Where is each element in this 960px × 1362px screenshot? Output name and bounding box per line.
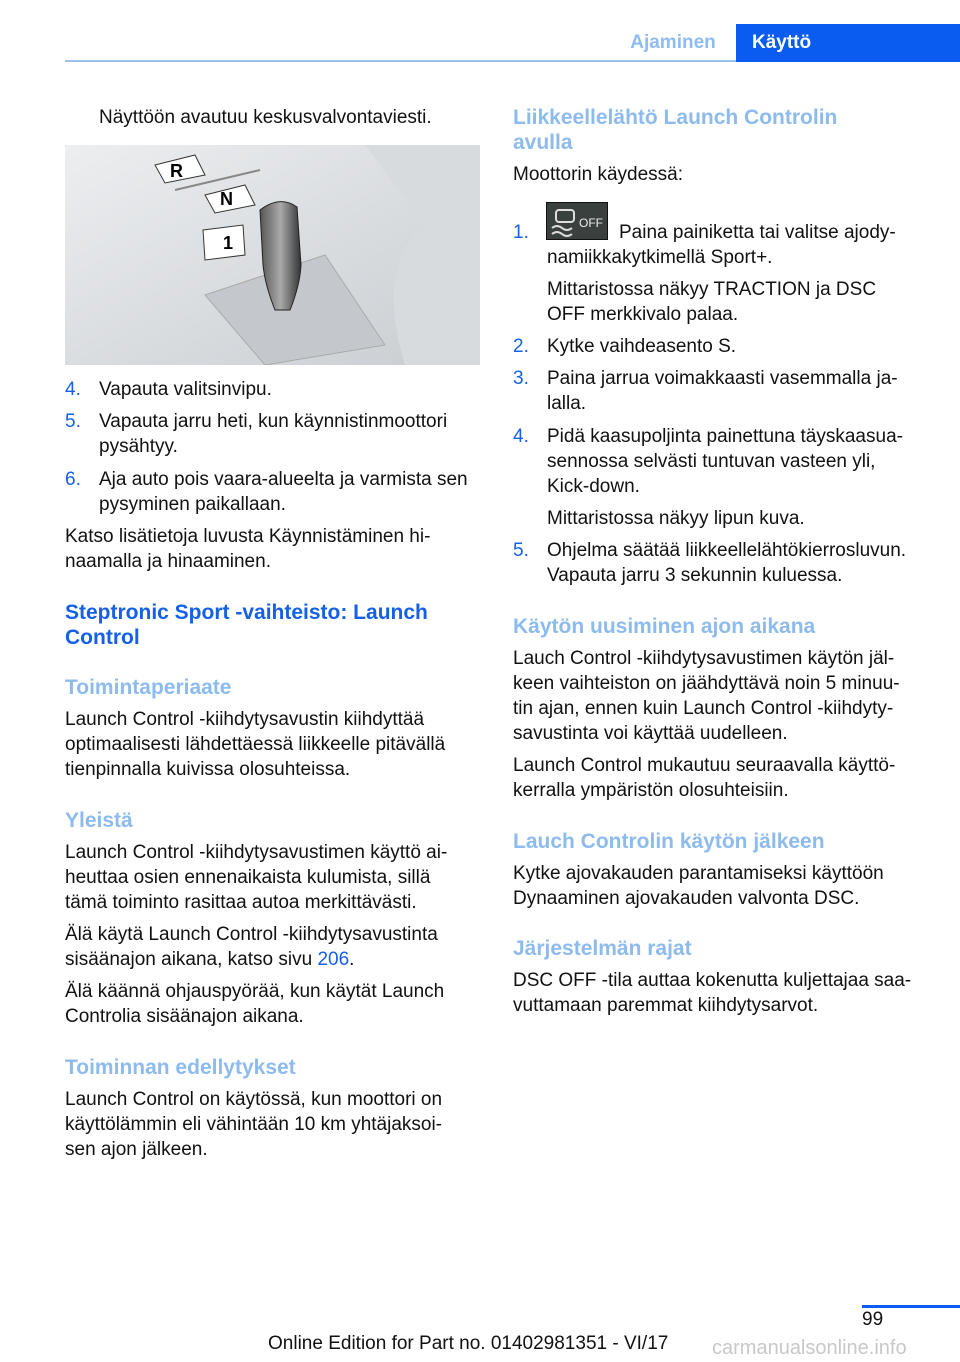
paragraph-line: Controlia sisäänajon aikana. xyxy=(65,1006,304,1027)
label-n: N xyxy=(220,189,233,209)
paragraph-line: keen vaihteiston on jäähdyttävä noin 5 minuu- xyxy=(513,673,900,694)
paragraph-line: heuttaa osien ennenaikaista kulumista, sillä xyxy=(65,867,431,888)
section-heading: Käytön uusiminen ajon aikana xyxy=(513,615,816,638)
text: . xyxy=(349,949,355,970)
list-number: 5. xyxy=(65,411,81,432)
list-item-line: Vapauta jarru heti, kun käynnistinmoottori xyxy=(99,411,448,432)
list-item-line: Ohjelma säätää liikkeellelähtökierrosluvun. xyxy=(547,540,907,561)
watermark: carmanualsonline.info xyxy=(712,1337,907,1359)
gear-selector-illustration xyxy=(65,145,480,365)
list-number: 2. xyxy=(513,336,529,357)
text: sisäänajon aikana, katso sivu xyxy=(65,949,318,970)
list-item-line: namiikkakytkimellä Sport+. xyxy=(547,247,773,268)
section-heading: Järjestelmän rajat xyxy=(513,937,692,960)
section-heading: Toiminnan edellytykset xyxy=(65,1056,296,1079)
list-item-line: Vapauta valitsinvipu. xyxy=(99,379,272,400)
edition-text: Online Edition for Part no. 01402981351 - VI/17 xyxy=(268,1333,669,1354)
paragraph-line: Näyttöön avautuu keskusvalvontaviesti. xyxy=(99,107,432,128)
paragraph-line: käyttölämmin eli vähintään 10 km yhtäjaksoi- xyxy=(65,1114,443,1135)
list-number: 6. xyxy=(65,469,81,490)
list-item-line: Kick-down. xyxy=(547,476,640,497)
paragraph-line: Mittaristossa näkyy lipun kuva. xyxy=(547,508,805,529)
page-link[interactable]: 206 xyxy=(317,949,350,970)
paragraph-line: DSC OFF -tila auttaa kokenutta kuljettajaa saa- xyxy=(513,970,912,991)
paragraph-line: Moottorin käydessä: xyxy=(513,164,684,185)
tab-ajaminen[interactable]: Ajaminen xyxy=(630,32,716,53)
paragraph-line xyxy=(65,947,354,972)
paragraph-line: Launch Control on käytössä, kun moottori on xyxy=(65,1089,443,1110)
list-item-line: Vapauta jarru 3 sekunnin kuluessa. xyxy=(547,565,843,586)
paragraph-line: tin ajan, ennen kuin Launch Control -kiihdyty- xyxy=(513,698,894,719)
paragraph-line: Launch Control mukautuu seuraavalla käyttö- xyxy=(513,755,896,776)
label-1: 1 xyxy=(223,233,234,253)
list-item-line: Kytke vaihdeasento S. xyxy=(547,336,737,357)
list-number: 4. xyxy=(513,426,529,447)
section-heading: Yleistä xyxy=(65,809,133,832)
section-heading: Control xyxy=(65,626,140,649)
paragraph-line: sen ajon jälkeen. xyxy=(65,1139,208,1160)
section-heading: Lauch Controlin käytön jälkeen xyxy=(513,830,825,853)
paragraph-line: Kytke ajovakauden parantamiseksi käyttöön xyxy=(513,863,884,884)
section-heading: Steptronic Sport -vaihteisto: Launch xyxy=(65,601,428,624)
list-item-line: lalla. xyxy=(547,393,587,414)
paragraph-line: Lauch Control -kiihdytysavustimen käytön jäl- xyxy=(513,648,895,669)
paragraph-line: savustinta voi käyttää uudelleen. xyxy=(513,723,788,744)
list-item-line: Pidä kaasupoljinta painettuna täyskaasua- xyxy=(547,426,903,447)
paragraph-line: Älä käännä ohjauspyörää, kun käytät Launch xyxy=(65,981,445,1002)
section-heading: Liikkeellelähtö Launch Controlin xyxy=(513,106,838,129)
paragraph-line: tienpinnalla kuivissa olosuhteissa. xyxy=(65,759,351,780)
paragraph-line: OFF merkkivalo palaa. xyxy=(547,304,739,325)
label-r: R xyxy=(170,161,183,181)
paragraph-line: Älä käytä Launch Control -kiihdytysavustinta xyxy=(65,924,438,945)
list-item-line: sennossa selvästi tuntuvan vasteen yli, xyxy=(547,451,876,472)
section-heading: Toimintaperiaate xyxy=(65,676,232,699)
list-item-line: Aja auto pois vaara-alueelta ja varmista sen xyxy=(99,469,468,490)
dsc-off-icon xyxy=(546,202,608,240)
page-number: 99 xyxy=(862,1309,884,1330)
paragraph-line: kerralla ympäristön olosuhteisiin. xyxy=(513,780,789,801)
paragraph-line: optimaalisesti lähdettäessä liikkeelle pitävällä xyxy=(65,734,446,755)
paragraph-line: Mittaristossa näkyy TRACTION ja DSC xyxy=(547,279,877,300)
footer-rule xyxy=(862,1305,960,1308)
list-number: 3. xyxy=(513,368,529,389)
svg-text:OFF: OFF xyxy=(579,216,603,230)
list-number: 4. xyxy=(65,379,81,400)
list-number: 1. xyxy=(513,222,529,243)
list-item-line: pysähtyy. xyxy=(99,436,178,457)
paragraph-line: Dynaaminen ajovakauden valvonta DSC. xyxy=(513,888,860,909)
list-item-line: Paina painiketta tai valitse ajody- xyxy=(619,222,896,243)
section-heading: avulla xyxy=(513,131,573,154)
tab-kaytto[interactable]: Käyttö xyxy=(736,24,960,62)
paragraph-line: Katso lisätietoja luvusta Käynnistäminen hi- xyxy=(65,526,431,547)
list-number: 5. xyxy=(513,540,529,561)
paragraph-line: Launch Control -kiihdytysavustin kiihdyttää xyxy=(65,709,425,730)
list-item-line: Paina jarrua voimakkaasti vasemmalla ja- xyxy=(547,368,898,389)
list-item-line: pysyminen paikallaan. xyxy=(99,494,286,515)
paragraph-line: tämä toiminto rasittaa autoa merkittävästi. xyxy=(65,892,417,913)
paragraph-line: vuttamaan paremmat kiihdytysarvot. xyxy=(513,995,819,1016)
paragraph-line: naamalla ja hinaaminen. xyxy=(65,551,271,572)
paragraph-line: Launch Control -kiihdytysavustimen käyttö ai- xyxy=(65,842,448,863)
